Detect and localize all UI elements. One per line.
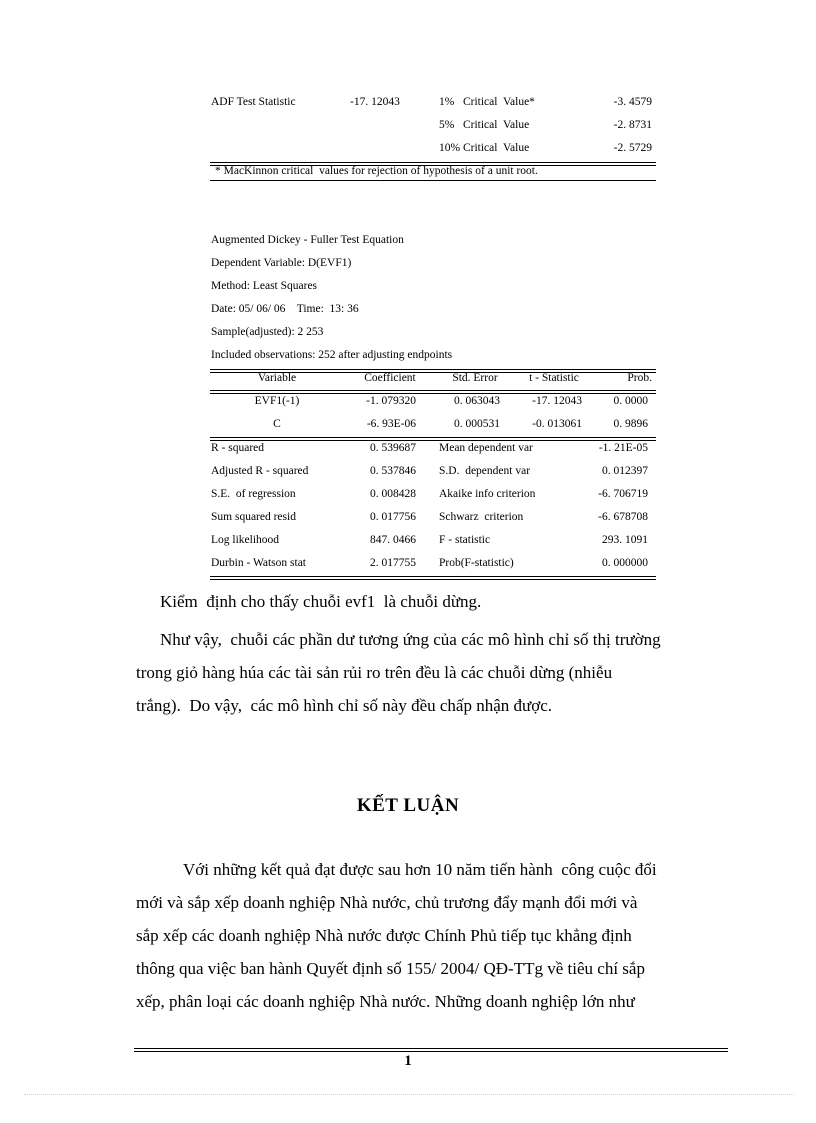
paragraph-line: trắng). Do vậy, các mô hình chỉ số này đều chấp nhận được.: [136, 696, 553, 715]
header-prob: Prob.: [627, 372, 652, 384]
paragraph-line: Với những kết quả đạt được sau hơn 10 năm tiến hành công cuộc đổi: [183, 860, 657, 879]
critical-value-3: -2. 5729: [613, 142, 652, 154]
header-t-statistic: t - Statistic: [529, 372, 579, 384]
paragraph-line: sắp xếp các doanh nghiệp Nhà nước được Chính Phủ tiếp tục khẳng định: [136, 926, 632, 945]
sample: Sample(adjusted): 2 253: [211, 326, 324, 338]
cell-prob: 0. 9896: [613, 418, 648, 430]
stat-value-left: 0. 539687: [370, 442, 416, 454]
cell-prob: 0. 0000: [613, 395, 648, 407]
stat-label-left: Durbin - Watson stat: [211, 557, 307, 569]
stat-label-right: Mean dependent var: [439, 442, 533, 454]
section-heading: KẾT LUẬN: [356, 795, 460, 816]
adf-stat-label: ADF Test Statistic: [211, 96, 296, 108]
footer-rule: [134, 1048, 728, 1049]
cell-coefficient: -1. 079320: [366, 395, 416, 407]
stat-label-right: Prob(F-statistic): [439, 557, 514, 569]
included-observations: Included observations: 252 after adjusting endpoints: [211, 349, 453, 361]
cell-variable: EVF1(-1): [254, 395, 300, 407]
critical-label-2: 5% Critical Value: [439, 119, 530, 131]
page-number: 1: [404, 1053, 412, 1069]
dependent-variable: Dependent Variable: D(EVF1): [211, 257, 352, 269]
cell-variable: C: [273, 418, 281, 430]
stat-label-right: Schwarz criterion: [439, 511, 524, 523]
stat-value-right: 0. 000000: [602, 557, 648, 569]
table-divider: [210, 180, 656, 181]
cell-t-statistic: -0. 013061: [532, 418, 582, 430]
stat-label-left: S.E. of regression: [211, 488, 296, 500]
stat-label-right: Akaike info criterion: [439, 488, 536, 500]
date-time: Date: 05/ 06/ 06 Time: 13: 36: [211, 303, 359, 315]
critical-value-1: -3. 4579: [613, 96, 652, 108]
equation-title: Augmented Dickey - Fuller Test Equation: [211, 234, 404, 246]
adf-stat-value: -17. 12043: [350, 96, 400, 108]
paragraph-line: trong giỏ hàng húa các tài sản rủi ro trên đều là các chuỗi dừng (nhiễu: [136, 663, 613, 682]
cell-coefficient: -6. 93E-06: [366, 418, 416, 430]
cell-std-error: 0. 000531: [454, 418, 500, 430]
paragraph-line: mới và sắp xếp doanh nghiệp Nhà nước, chủ trương đẩy mạnh đổi mới và: [136, 893, 638, 912]
conclusion-sentence: Kiểm định cho thấy chuỗi evf1 là chuỗi dừng.: [160, 592, 482, 611]
stat-label-right: F - statistic: [439, 534, 491, 546]
stat-label-left: Sum squared resid: [211, 511, 296, 523]
header-coefficient: Coefficient: [364, 372, 416, 384]
cell-std-error: 0. 063043: [454, 395, 500, 407]
paragraph-line: Như vậy, chuỗi các phần dư tương ứng của các mô hình chỉ số thị trường: [160, 630, 661, 649]
page-edge: [24, 1094, 794, 1095]
header-std-error: Std. Error: [452, 372, 498, 384]
stat-value-right: -6. 706719: [598, 488, 648, 500]
stat-value-left: 2. 017755: [370, 557, 416, 569]
footer-rule: [134, 1051, 728, 1052]
cell-t-statistic: -17. 12043: [532, 395, 582, 407]
header-variable: Variable: [257, 372, 297, 384]
stat-value-left: 0. 008428: [370, 488, 416, 500]
stat-label-left: Adjusted R - squared: [211, 465, 309, 477]
critical-label-1: 1% Critical Value*: [439, 96, 535, 108]
stat-value-right: -1. 21E-05: [598, 442, 648, 454]
table-divider: [210, 576, 656, 580]
stat-value-left: 0. 017756: [370, 511, 416, 523]
paragraph-line: xếp, phân loại các doanh nghiệp Nhà nước. Những doanh nghiệp lớn như: [136, 992, 635, 1011]
stat-value-left: 847. 0466: [370, 534, 416, 546]
paragraph-line: thông qua việc ban hành Quyết định số 155/ 2004/ QĐ-TTg về tiêu chí sắp: [136, 959, 645, 978]
adf-footnote: * MacKinnon critical values for rejection of hypothesis of a unit root.: [215, 165, 538, 177]
critical-value-2: -2. 8731: [613, 119, 652, 131]
critical-label-3: 10% Critical Value: [439, 142, 530, 154]
stat-label-left: R - squared: [211, 442, 265, 454]
stat-label-left: Log likelihood: [211, 534, 280, 546]
stat-label-right: S.D. dependent var: [439, 465, 531, 477]
stat-value-right: 0. 012397: [602, 465, 648, 477]
stat-value-right: 293. 1091: [602, 534, 648, 546]
stat-value-right: -6. 678708: [598, 511, 648, 523]
stat-value-left: 0. 537846: [370, 465, 416, 477]
method: Method: Least Squares: [211, 280, 318, 292]
